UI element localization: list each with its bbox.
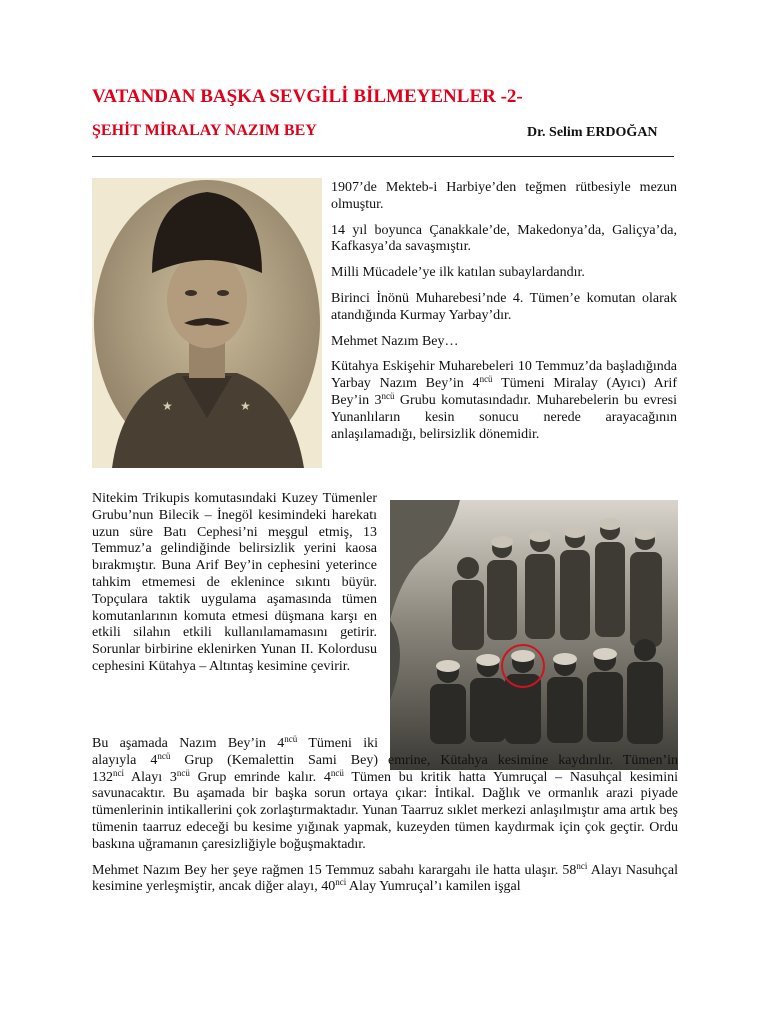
group-photo bbox=[390, 500, 678, 770]
right-column-text bbox=[331, 180, 677, 452]
svg-text:★: ★ bbox=[162, 399, 173, 413]
paragraph-july-15: Mehmet Nazım Bey her şeye rağmen 15 Temmuz sabahı karargahı ile hatta ulaşır. $58^{nci}$ Alayı Nasuhçal kesimine yerleşmiştir, ancak diğer alayı, $40^{nci}$ Alay Yumruçal’ı kamilen işgal bbox=[92, 860, 678, 895]
document-title: VATANDAN BAŞKA SEVGİLİ BİLMEYENLER -2- bbox=[92, 86, 523, 107]
left-column-text bbox=[92, 491, 377, 676]
group-photo-image bbox=[390, 500, 678, 770]
paragraph-inonu: Birinci İnönü Muharebesi’nde 4. Tümen’e komutan olarak atandığında Kurmay Yarbay’dır. bbox=[331, 290, 677, 323]
author-name: Dr. Selim ERDOĞAN bbox=[527, 125, 658, 140]
paragraph-harbiye: 1907’de Mekteb-i Harbiye’den teğmen rütbesiyle mezun olmuştur. bbox=[331, 180, 677, 212]
paragraph-name: Mehmet Nazım Bey… bbox=[331, 333, 459, 349]
portrait-photo bbox=[92, 178, 322, 468]
paragraph-milli-mucadele: Milli Mücadele’ye ilk katılan subaylardandır. bbox=[331, 265, 585, 281]
portrait-image bbox=[92, 178, 322, 468]
svg-text:★: ★ bbox=[240, 399, 251, 413]
header-divider bbox=[92, 156, 674, 157]
paragraph-trikupis: Nitekim Trikupis komutasındaki Kuzey Tümenler Grubu’nun Bilecik – İnegöl kesimindeki harekatı uzun süre Batı Cephesi’ni meşgul etmiş, 13 Temmuz’a gelindiğinde belirsizlik yerini kaosa bırakmıştır. Buna Arif Bey’in cephesini yeterince tahkim etmemesi de eklenince sıkıntı büyür. Topçulara taktik uygulama aşamasında tümen komutanlarının komuta etmesi düşmana karşı en etkili silahın etkili kullanılamamasını getirir. Sorunlar birbirine eklenirken Yunan II. Kolordusu cephesini Kütahya – Altıntaş kesimine çevirir. bbox=[92, 491, 377, 674]
document-subtitle: ŞEHİT MİRALAY NAZIM BEY bbox=[92, 122, 317, 139]
paragraph-fronts: 14 yıl boyunca Çanakkale’de, Makedonya’da, Galiçya’da, Kafkasya’da savaşmıştır. bbox=[331, 222, 677, 255]
paragraph-kutahya: Kütahya Eskişehir Muharebeleri 10 Temmuz’da başladığında Yarbay Nazım Bey’in $4^{ncü}$ Tümeni Miralay (Ayıcı) Arif Bey’in $3^{ncü}$ Grubu komutasındadır. Muharebelerin bu evresi Yunanlıların kesin sonucu nerede arayacağının anlaşılamadığı, belirsizlik dönemidir. bbox=[331, 359, 677, 442]
paragraph-4th-division: Bu aşamada Nazım Bey’in $4^{ncü}$ Tümeni iki alayıyla $4^{ncü}$ Grup (Kemalettin Sami Bey) emrine, Kütahya kesimine kaydırılır. Tümen’in $132^{nci}$ Alayı $3^{ncü}$ Grup emrinde kalır. $4^{ncü}$ Tümen bu kritik hatta Yumruçal – Nasuhçal kesimini savunacaktır. Bu aşamada bir başka sorun ortaya çıkar: İntikal. Dağlık ve ormanlık arazi piyade tümenlerinin intikallerini çok zorlaştırmaktadır. Yunan Taarruz sıklet merkezi anlaşılmıştır ama artık beş tümenin taarruz edeceği bu kesime yığınak yapmak, kuzeyden tümen kaydırmak için çok geçtir. Ordu baskına uğramanın çaresizliğiyle boğuşmaktadır. bbox=[92, 734, 678, 852]
bottom-text bbox=[92, 736, 678, 905]
